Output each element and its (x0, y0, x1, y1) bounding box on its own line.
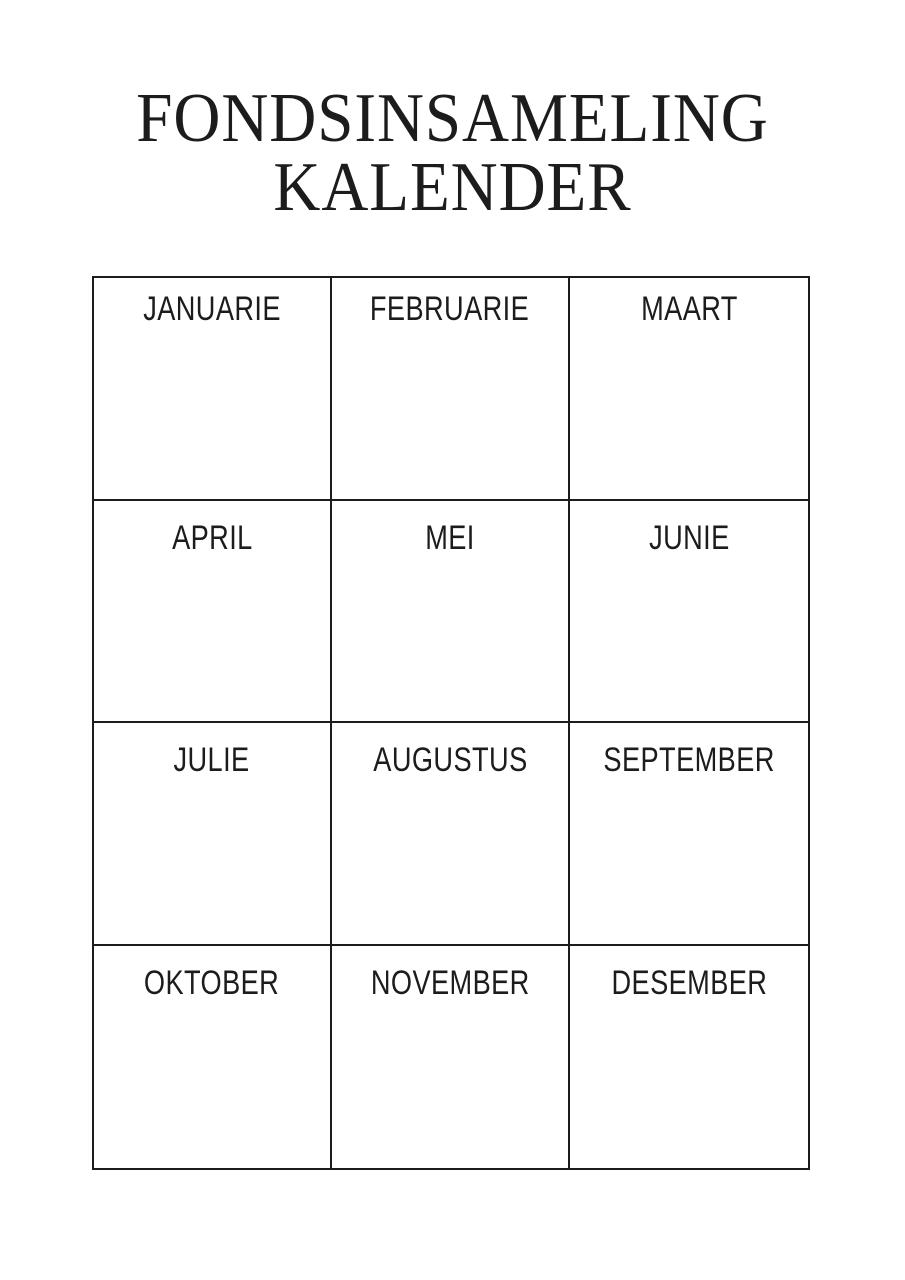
month-label: FEBRUARIE (370, 290, 530, 328)
month-cell-desember (570, 946, 808, 1169)
month-label: OKTOBER (144, 963, 280, 1002)
month-cell-maart (570, 278, 808, 501)
month-cell-januarie (94, 278, 332, 501)
page-title-line-2: KALENDER (273, 149, 632, 226)
month-cell-junie (570, 501, 808, 724)
month-cell-augustus (332, 723, 570, 946)
month-cell-februarie (332, 278, 570, 501)
page-title-line-1: FONDSINSAMELING (136, 80, 769, 157)
month-label: MEI (425, 518, 475, 557)
month-cell-april (94, 501, 332, 724)
month-cell-julie (94, 723, 332, 946)
month-cell-oktober (94, 946, 332, 1169)
month-cell-mei (332, 501, 570, 724)
month-label: AUGUSTUS (372, 741, 528, 779)
month-cell-november (332, 946, 570, 1169)
month-label: APRIL (171, 518, 253, 557)
month-label: SEPTEMBER (603, 741, 775, 779)
month-label: JANUARIE (143, 290, 281, 328)
month-label: JULIE (173, 741, 251, 779)
month-label: DESEMBER (611, 963, 767, 1002)
month-label: MAART (640, 290, 738, 328)
month-label: JUNIE (648, 518, 730, 557)
month-label: NOVEMBER (370, 963, 530, 1002)
month-cell-september (570, 723, 808, 946)
calendar-grid (92, 276, 810, 1170)
page-title (0, 80, 905, 226)
